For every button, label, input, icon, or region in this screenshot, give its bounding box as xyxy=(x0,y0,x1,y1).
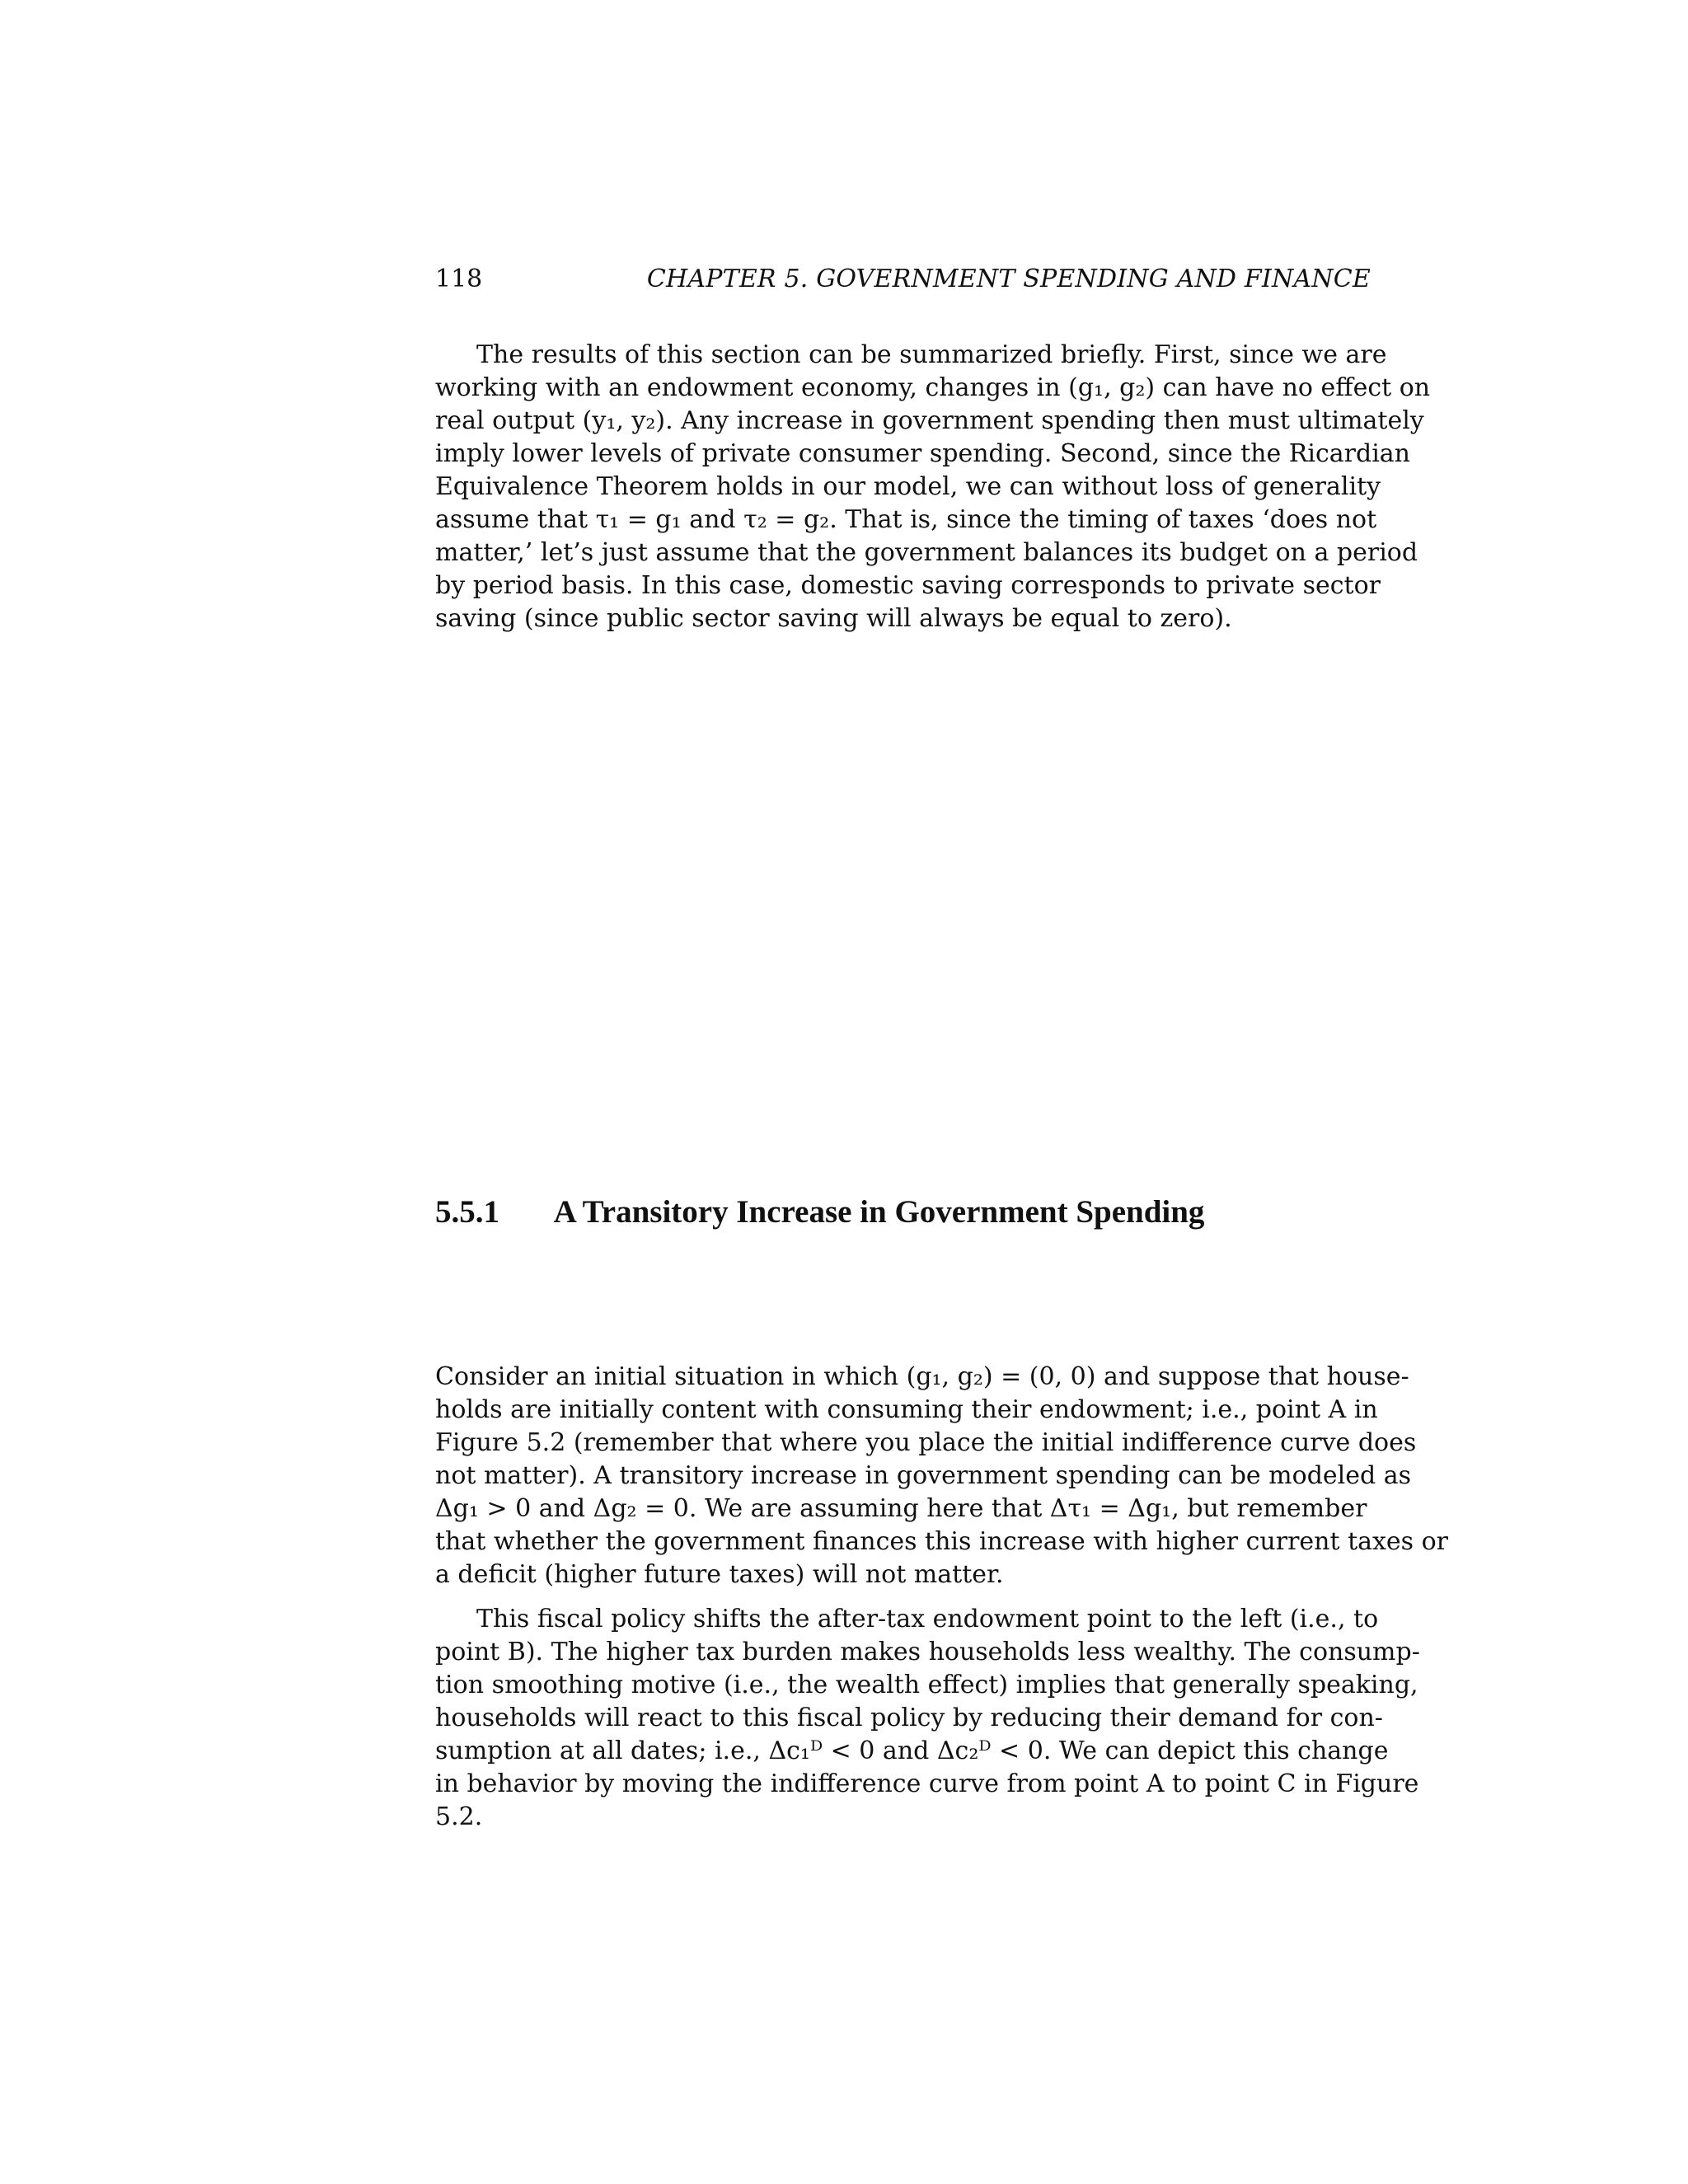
paragraph-line: point B). The higher tax burden makes households less wealthy. The consump- xyxy=(435,1638,1420,1666)
paragraph-line: real output (y₁, y₂). Any increase in government spending then must ultimately xyxy=(435,406,1424,435)
paragraph-line: imply lower levels of private consumer spending. Second, since the Ricardian xyxy=(435,439,1410,468)
running-header xyxy=(435,262,1371,297)
paragraph-line: that whether the government finances this increase with higher current taxes or xyxy=(435,1527,1449,1556)
chapter-title: CHAPTER 5. GOVERNMENT SPENDING AND FINANCE xyxy=(646,265,1371,293)
paragraph-line: tion smoothing motive (i.e., the wealth effect) implies that generally speaking, xyxy=(435,1671,1418,1699)
paragraph-line: Δg₁ > 0 and Δg₂ = 0. We are assuming here that Δτ₁ = Δg₁, but remember xyxy=(435,1494,1367,1523)
paragraph-line: working with an endowment economy, changes in (g₁, g₂) can have no effect on xyxy=(435,373,1431,402)
paragraph-line: The results of this section can be summarized briefly. First, since we are xyxy=(476,340,1387,369)
paragraph-line: Figure 5.2 (remember that where you place the initial indifference curve does xyxy=(435,1428,1417,1457)
paragraph-line: This fiscal policy shifts the after-tax endowment point to the left (i.e., to xyxy=(476,1605,1379,1633)
section-title: A Transitory Increase in Government Spending xyxy=(553,1194,1205,1230)
paragraph-line: holds are initially content with consuming their endowment; i.e., point A in xyxy=(435,1395,1378,1424)
paragraph-line: Consider an initial situation in which (g₁, g₂) = (0, 0) and suppose that house- xyxy=(435,1362,1409,1391)
paragraph-line: sumption at all dates; i.e., Δc₁ᴰ < 0 and Δc₂ᴰ < 0. We can depict this change xyxy=(435,1736,1389,1765)
section-heading xyxy=(435,1192,1424,1233)
section-number: 5.5.1 xyxy=(435,1194,499,1230)
paragraph-line: by period basis. In this case, domestic saving corresponds to private sector xyxy=(435,571,1381,600)
fiscal-policy-paragraph xyxy=(435,1603,1420,1834)
paragraph-line: a deficit (higher future taxes) will not matter. xyxy=(435,1560,1004,1589)
paragraph-line: 5.2. xyxy=(435,1802,483,1831)
paragraph-line: Equivalence Theorem holds in our model, we can without loss of generality xyxy=(435,472,1381,501)
summary-paragraph xyxy=(435,339,1431,635)
paragraph-line: assume that τ₁ = g₁ and τ₂ = g₂. That is, since the timing of taxes ‘does not xyxy=(435,505,1377,534)
paragraph-line: not matter). A transitory increase in government spending can be modeled as xyxy=(435,1461,1412,1490)
paragraph-line: households will react to this fiscal policy by reducing their demand for con- xyxy=(435,1704,1383,1732)
page-number: 118 xyxy=(435,265,483,293)
paragraph-line: in behavior by moving the indifference curve from point A to point C in Figure xyxy=(435,1769,1419,1798)
paragraph-line: saving (since public sector saving will always be equal to zero). xyxy=(435,604,1232,633)
paragraph-line: matter,’ let’s just assume that the government balances its budget on a period xyxy=(435,538,1418,567)
initial-situation-paragraph xyxy=(435,1361,1449,1591)
